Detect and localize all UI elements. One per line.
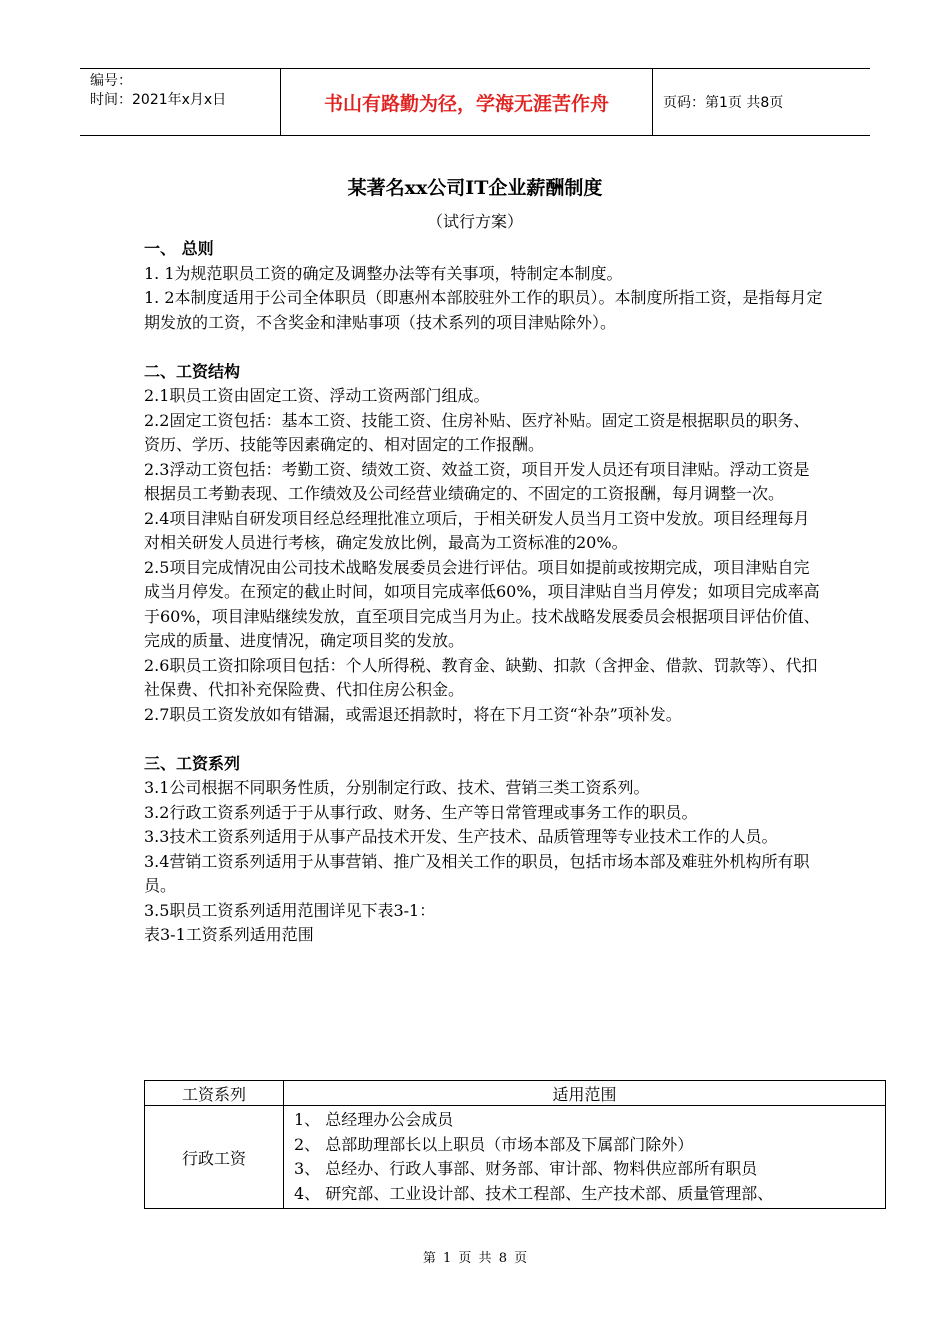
body-paragraph: 3.3技术工资系列适用于从事产品技术开发、生产技术、品质管理等专业技术工作的人员。 <box>144 827 778 846</box>
paragraph-spacer <box>144 335 824 360</box>
page-footer: 第 1 页 共 8 页 <box>422 1251 528 1266</box>
scope-item: 3、 总经办、行政人事部、财务部、审计部、物料供应部所有职员 <box>294 1159 758 1178</box>
body-paragraph: 2.2固定工资包括：基本工资、技能工资、住房补贴、医疗补贴。固定工资是根据职员的职务、资历、学历、技能等因素确定的、相对固定的工作报酬。 <box>144 410 810 454</box>
document-date-label: 时间：2021年x月x日 <box>90 92 227 108</box>
body-paragraph: 2.7职员工资发放如有错漏，或需退还捐款时，将在下月工资“补杂”项补发。 <box>144 704 682 724</box>
body-paragraph: 3.5职员工资系列适用范围详见下表3-1： <box>144 900 436 920</box>
body-paragraph: 2.5项目完成情况由公司技术战略发展委员会进行评估。项目如提前或按期完成，项目津贴自完成当月停发。在预定的截止时间，如项目完成率低60%，项目津贴自当月停发；如项目完成率高于60%，项目津贴继续发放，直至项目完成当月为止。技术战略发展委员会根据项目评估价值、完成的质量、进度情况，确定项目奖的发放。 <box>144 557 820 650</box>
body-paragraph: 2.3浮动工资包括：考勤工资、绩效工资、效益工资，项目开发人员还有项目津贴。浮动工资是根据员工考勤表现、工作绩效及公司经营业绩确定的、不固定的工资报酬，每月调整一次。 <box>144 459 810 503</box>
body-paragraph: 2.1职员工资由固定工资、浮动工资两部门组成。 <box>144 386 490 405</box>
table-header-row <box>145 1081 886 1106</box>
table-cell-series: 行政工资 <box>145 1106 284 1209</box>
body-paragraph: 2.4项目津贴自研发项目经总经理批准立项后，于相关研发人员当月工资中发放。项目经理每月对相关研发人员进行考核，确定发放比例，最高为工资标准的20%。 <box>144 508 810 552</box>
document-body <box>144 237 824 948</box>
body-paragraph: 3.4营销工资系列适用于从事营销、推广及相关工作的职员，包括市场本部及难驻外机构所有职员。 <box>144 851 810 895</box>
document-title: 某著名xx公司IT企业薪酬制度 <box>347 177 603 199</box>
scope-item: 2、 总部助理部长以上职员（市场本部及下属部门除外） <box>294 1134 694 1154</box>
document-number-label: 编号： <box>90 73 132 89</box>
table-row <box>145 1106 886 1209</box>
document-subtitle: （试行方案） <box>426 212 523 231</box>
body-paragraph: 1. 1为规范职员工资的确定及调整办法等有关事项，特制定本制度。 <box>144 263 623 283</box>
body-paragraph: 表3-1工资系列适用范围 <box>144 925 314 944</box>
table-cell-scope <box>284 1106 886 1209</box>
body-paragraph: 1. 2本制度适用于公司全体职员（即惠州本部胶驻外工作的职员）。本制度所指工资，是指每月定期发放的工资，不含奖金和津贴事项（技术系列的项目津贴除外）。 <box>144 288 823 332</box>
scope-item: 4、 研究部、工业设计部、技术工程部、生产技术部、质量管理部、 <box>294 1183 774 1203</box>
table-header-series: 工资系列 <box>145 1081 284 1106</box>
salary-series-table <box>144 1080 886 1209</box>
scope-item: 1、 总经理办公会成员 <box>294 1110 454 1129</box>
paragraph-spacer <box>144 727 824 752</box>
body-paragraph: 3.2行政工资系列适于于从事行政、财务、生产等日常管理或事务工作的职员。 <box>144 802 698 822</box>
section-heading: 三、工资系列 <box>144 753 241 773</box>
section-heading: 一、 总则 <box>144 239 214 258</box>
section-heading: 二、工资结构 <box>144 361 241 381</box>
header-page-number: 页码：第1页 共8页 <box>663 95 784 111</box>
body-paragraph: 2.6职员工资扣除项目包括：个人所得税、教育金、缺勤、扣款（含押金、借款、罚款等）、代扣社保费、代扣补充保险费、代扣住房公积金。 <box>144 655 818 699</box>
header-motto: 书山有路勤为径，学海无涯苦作舟 <box>280 69 653 135</box>
table-header-scope: 适用范围 <box>284 1081 886 1106</box>
page-header <box>80 68 870 136</box>
header-meta <box>80 69 280 135</box>
body-paragraph: 3.1公司根据不同职务性质，分别制定行政、技术、营销三类工资系列。 <box>144 778 650 797</box>
